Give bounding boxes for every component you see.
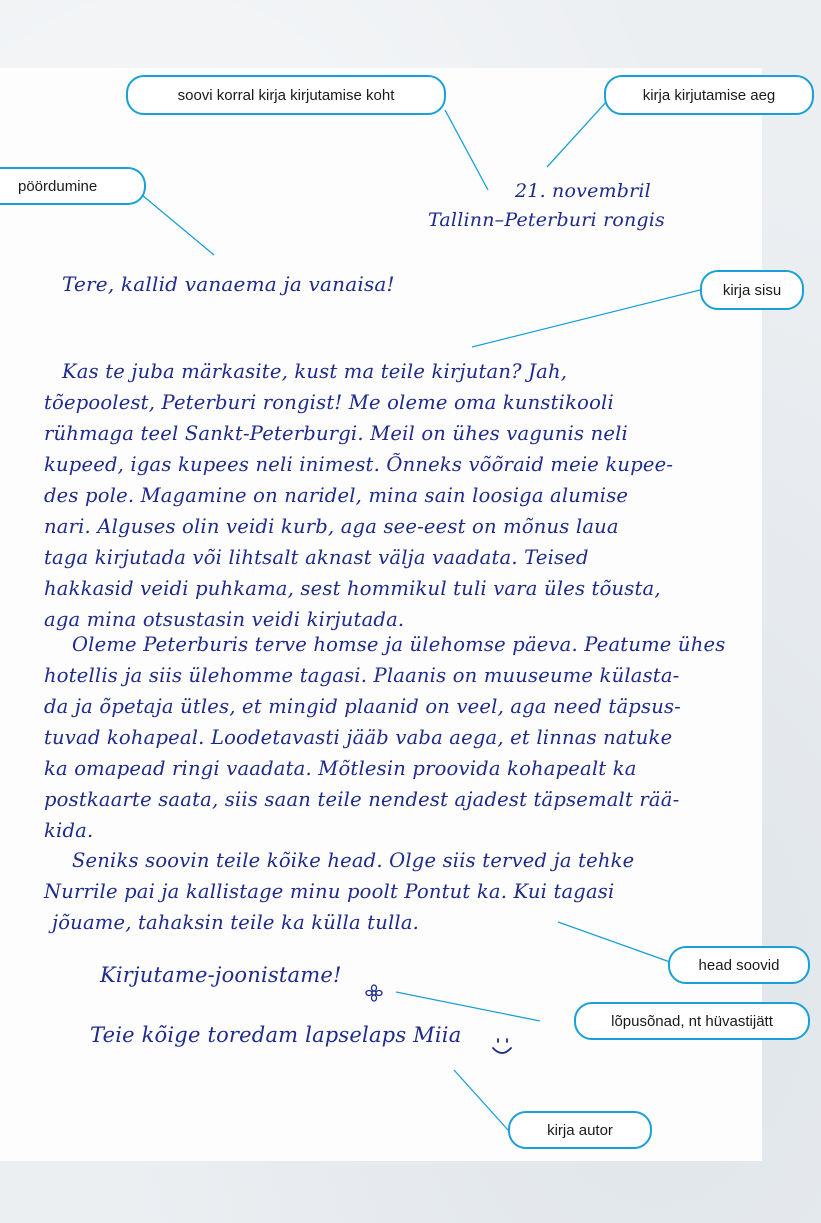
body-line: Nurrile pai ja kallistage minu poolt Pontut ka. Kui tagasi: [44, 880, 615, 903]
letter-sign-off: Kirjutame-joonistame!: [100, 963, 342, 987]
body-line: hotellis ja siis ülehomme tagasi. Plaanis on muuseume külasta-: [44, 664, 680, 687]
leader-place: [445, 110, 488, 190]
body-line: rühmaga teel Sankt-Peterburgi. Meil on ühes vagunis neli: [44, 422, 628, 445]
body-line: Kas te juba märkasite, kust ma teile kirjutan? Jah,: [62, 360, 568, 383]
body-line: aga mina otsustasin veidi kirjutada.: [44, 608, 405, 631]
letter-date: 21. novembril: [515, 180, 651, 202]
callout-closing: lõpusõnad, nt hüvastijätt: [574, 1002, 810, 1040]
body-line: tuvad kohapeal. Loodetavasti jääb vaba aega, et linnas natuke: [44, 726, 673, 749]
letter-signature: Teie kõige toredam lapselaps Miia: [90, 1023, 462, 1047]
leader-wishes: [558, 922, 670, 962]
body-line: Seniks soovin teile kõike head. Olge siis terved ja tehke: [72, 849, 635, 872]
leader-author: [454, 1070, 508, 1130]
body-line: des pole. Magamine on naridel, mina sain loosiga alumise: [44, 484, 629, 507]
body-line: tõepoolest, Peterburi rongist! Me oleme oma kunstikooli: [44, 391, 614, 414]
letter-place: Tallinn–Peterburi rongis: [428, 209, 666, 231]
callout-place: soovi korral kirja kirjutamise koht: [126, 75, 446, 115]
callout-content: kirja sisu: [700, 270, 804, 310]
callout-address: pöördumine: [0, 167, 146, 205]
flower-icon: [364, 984, 384, 1002]
callout-time: kirja kirjutamise aeg: [604, 75, 814, 115]
callout-author: kirja autor: [508, 1111, 652, 1149]
leader-address: [142, 195, 214, 255]
callout-wishes: head soovid: [668, 946, 810, 984]
letter-greeting: Tere, kallid vanaema ja vanaisa!: [62, 272, 395, 296]
body-line: Oleme Peterburis terve homse ja ülehomse päeva. Peatume ühes: [72, 633, 726, 656]
body-line: da ja õpetaja ütles, et mingid plaanid on veel, aga need täpsus-: [44, 695, 681, 718]
leader-content: [472, 290, 700, 347]
body-line: ka omapead ringi vaadata. Mõtlesin proovida kohapealt ka: [44, 757, 637, 780]
body-line: postkaarte saata, siis saan teile nendest ajadest täpsemalt rää-: [44, 788, 680, 811]
body-line: hakkasid veidi puhkama, sest hommikul tuli vara üles tõusta,: [44, 577, 661, 600]
leader-time: [547, 100, 608, 167]
body-line: kida.: [44, 819, 94, 842]
body-line: taga kirjutada või lihtsalt aknast välja vaadata. Teised: [44, 546, 589, 569]
body-line: nari. Alguses olin veidi kurb, aga see-eest on mõnus laua: [44, 515, 619, 538]
body-line: kupeed, igas kupees neli inimest. Õnneks võõraid meie kupee-: [44, 453, 674, 476]
smiley-icon: [488, 1034, 516, 1060]
leader-closing: [396, 992, 540, 1021]
body-line: jõuame, tahaksin teile ka külla tulla.: [52, 911, 420, 934]
